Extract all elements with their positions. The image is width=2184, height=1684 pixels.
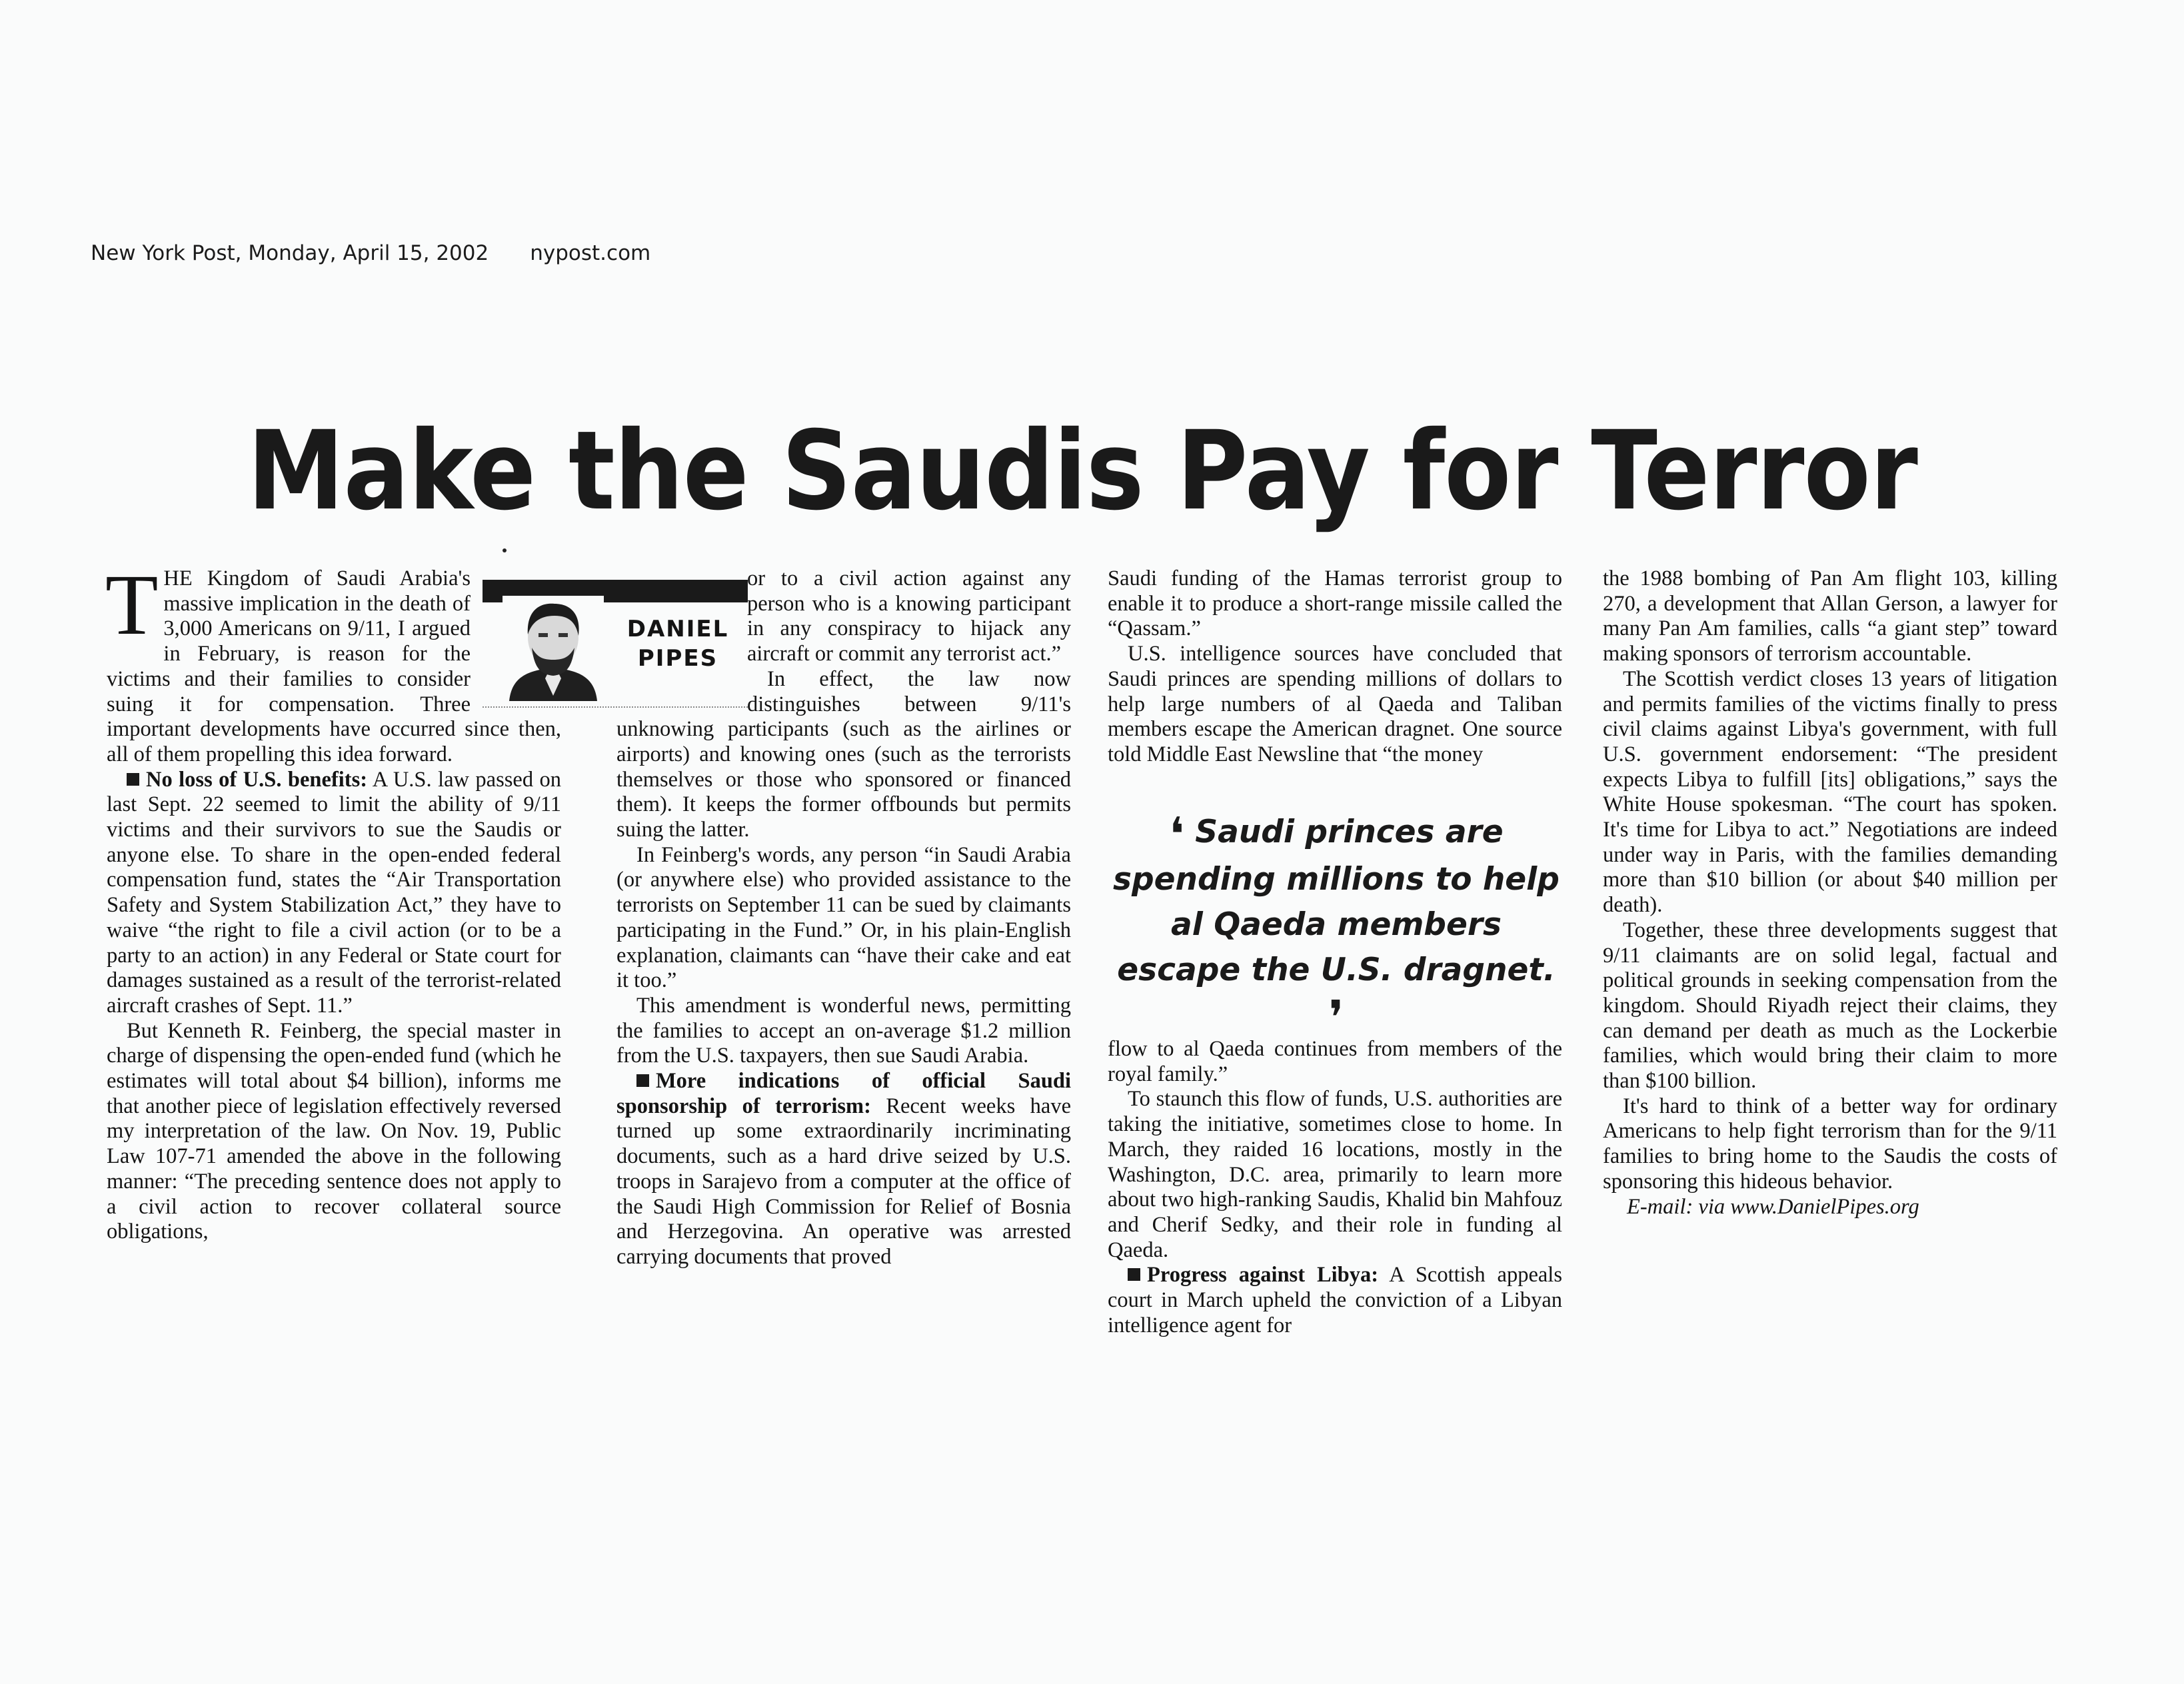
section-bullet-icon: [127, 773, 139, 786]
pull-quote: [1109, 807, 1564, 1045]
paragraph: In Feinberg's words, any person “in Saudi Arabia (or anywhere else) who provided assistance to the terrorists on September 11 can be sued by claimants participating in the Fund.” Or, in his plain-English explanation, claimants can “have their cake and eat it too.”: [616, 842, 1071, 993]
drop-cap: T: [105, 557, 159, 653]
paragraph: This amendment is wonderful news, permitting the families to accept an on-average $1.2 million from the U.S. taxpayers, then sue Saudi Arabia.: [616, 993, 1071, 1068]
paragraph: the 1988 bombing of Pan Am flight 103, killing 270, a development that Allan Gerson, a lawyer for many Pan Am families, calls “a giant step” toward making sponsors of terrorism accountable.: [1603, 566, 2057, 666]
paragraph: flow to al Qaeda continues from members of the royal family.”: [1108, 1037, 1562, 1086]
paragraph: Together, these three developments suggest that 9/11 claimants are on solid legal, factual and political grounds in seeking compensation from the kingdom. Should Riyadh reject their claims, they can demand per death as much as the Lockerbie families, which would bring their claim to more than $100 billion.: [1603, 918, 2057, 1094]
subhead-no-loss: No loss of U.S. benefits:: [146, 767, 368, 792]
paragraph: Saudi funding of the Hamas terrorist group to enable it to produce a short-range missile called the “Qassam.”: [1108, 566, 1562, 641]
paragraph: To staunch this flow of funds, U.S. authorities are taking the initiative, sometimes close to home. In March, they raided 16 locations, mostly in the Washington, D.C. area, primarily to learn more about two high-ranking Saudis, Khalid bin Mahfouz and Cherif Sedky, and their role in funding al Qaeda.: [1108, 1087, 1562, 1262]
subhead-libya: Progress against Libya:: [1147, 1263, 1379, 1287]
email-signoff: E-mail: via www.DanielPipes.org: [1627, 1194, 1919, 1219]
author-first-name: DANIEL: [626, 616, 729, 642]
section-bullet-icon: [1128, 1268, 1140, 1281]
section-no-loss: No loss of U.S. benefits: A U.S. law passed on last Sept. 22 seemed to limit the ability of 9/11 victims and their survivors to sue the Saudis or anyone else. To share in the open-ended federal compensation fund, states the “Air Transportation Safety and System Stabilization Act,” they have to waive “the right to file a civil action (or to be a party to an action) in any Federal or State court for damages sustained as a result of the terrorist-related aircraft crashes of Sept. 11.”: [107, 767, 562, 1018]
website-link[interactable]: nypost.com: [530, 241, 651, 265]
subhead-sponsorship: More indications of official Saudi sponsorship of terrorism:: [616, 1069, 1071, 1118]
publication-date: New York Post, Monday, April 15, 2002: [91, 241, 489, 265]
paragraph: The Scottish verdict closes 13 years of litigation and permits families of the victims finally to press civil claims against Libya's government, with full U.S. government endorsement: “The president expects Libya to fulfill [its] obligations,” says the White House spokesman. “The court has spoken. It's time for Libya to act.” Negotiations are indeed under way in Paris, with the families demanding more than $10 billion (or about $40 million per death).: [1603, 666, 2057, 918]
headline: Make the Saudis Pay for Terror: [247, 407, 1917, 535]
article-column-3: [1108, 566, 1562, 768]
pull-quote-text: Saudi princes are spending millions to help al Qaeda members escape the U.S. dragnet.: [1113, 814, 1560, 988]
article-column-1: [105, 557, 729, 1245]
open-quote-icon: ❛: [1169, 807, 1184, 862]
paragraph: But Kenneth R. Feinberg, the special master in charge of dispensing the open-ended fund (which he estimates will total about $4 billion), informs me that another piece of legislation effectively reversed my interpretation of the law. On Nov. 19, Public Law 107-71 amended the above in the following manner: “The preceding sentence does not apply to a civil action to recover collateral source obligations,: [107, 1018, 561, 1244]
paragraph: U.S. intelligence sources have concluded that Saudi princes are spending millions of dollars to help large numbers of al Qaeda and Taliban members escape the American dragnet. One source told Middle East Newsline that “the money: [1108, 642, 1562, 766]
article-column-3-continued: [1108, 1037, 1562, 1338]
intro-paragraph: THE Kingdom of Saudi Arabia's massive implication in the death of 3,000 Americans on 9/11, I argued in February, is reason for the victims and their families to consider suing it for compensation. Three important developments have occurred since then, all of them propelling this idea forward.: [105, 557, 561, 766]
close-quote-icon: ❜: [1328, 990, 1344, 1045]
section-bullet-icon: [636, 1074, 649, 1087]
article-column-2: [616, 566, 1071, 1270]
paragraph: In effect, the law now distinguishes between 9/11's unknowing participants (such as the airlines or airports) and knowing ones (such as the terrorists themselves or those who sponsored or financed them). It keeps the former offbounds but permits suing the latter.: [616, 666, 1071, 842]
print-speck: [503, 548, 507, 552]
section-saudi-sponsorship: More indications of official Saudi sponsorship of terrorism: Recent weeks have turned up some extraordinarily incriminating documents, such as a hard drive seized by U.S. troops in Sarajevo from a computer at the office of the Saudi High Commission for Relief of Bosnia and Herzegovina. An operative was arrested carrying documents that proved: [616, 1069, 1072, 1269]
section-libya: Progress against Libya: A Scottish appeals court in March upheld the conviction of a Libyan intelligence agent for: [1108, 1263, 1562, 1337]
paragraph: It's hard to think of a better way for ordinary Americans to help fight terrorism than for the 9/11 families to bring home to the Saudis the costs of sponsoring this hideous behavior.: [1603, 1094, 2057, 1194]
author-last-name: PIPES: [637, 645, 718, 672]
byline-wrap-spacer: [570, 566, 743, 709]
paragraph: or to a civil action against any person who is a knowing participant in any conspiracy to hijack any aircraft or commit any terrorist act.”: [747, 566, 1071, 666]
article-column-4: [1603, 566, 2057, 1220]
dateline: [91, 241, 650, 265]
